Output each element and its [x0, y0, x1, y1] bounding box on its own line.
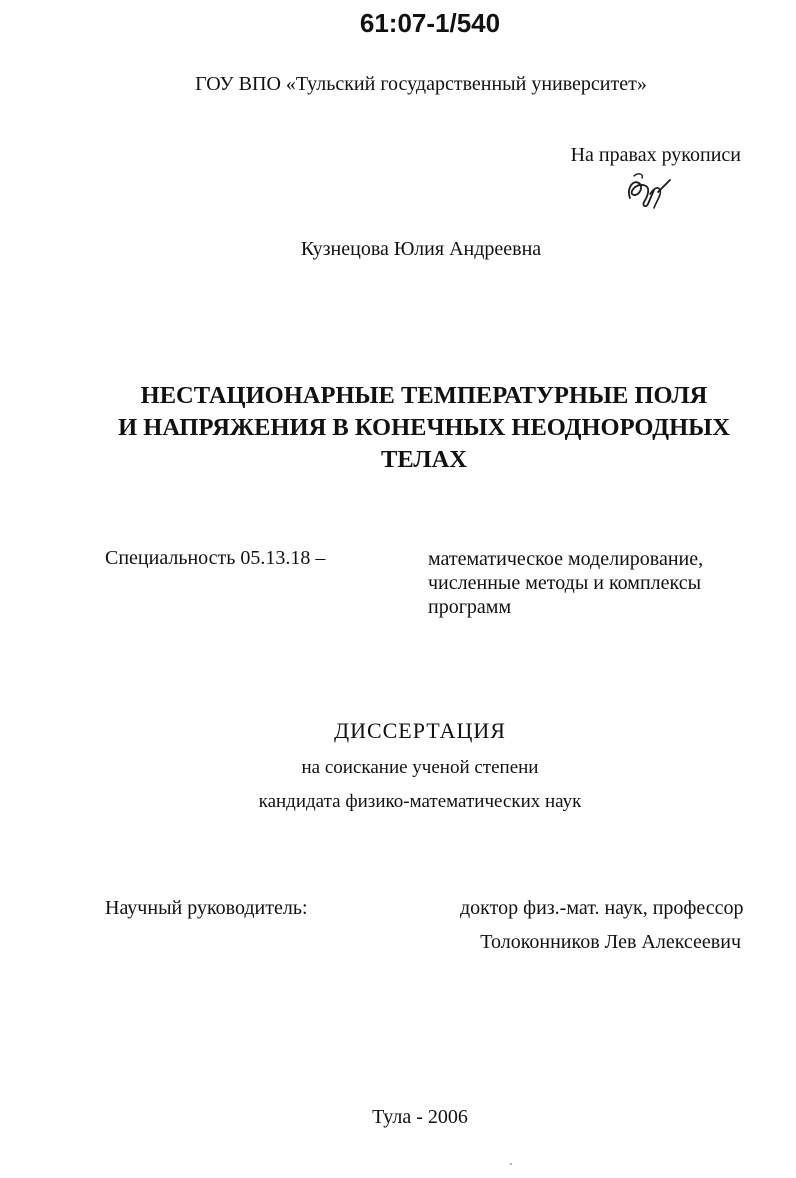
specialty-value-line: численные методы и комплексы	[428, 572, 702, 594]
degree-line-1: на соискание ученой степени	[301, 757, 539, 778]
author-signature	[620, 168, 676, 214]
advisor-label: Научный руководитель:	[105, 897, 308, 919]
title-line: ТЕЛАХ	[380, 446, 467, 473]
organization-name: ГОУ ВПО «Тульский государственный университет»	[195, 73, 647, 95]
advisor-name: Толоконников Лев Алексеевич	[480, 931, 741, 953]
specialty-value-line: математическое моделирование,	[428, 548, 704, 570]
specialty-value	[428, 547, 703, 619]
manuscript-rights-note: На правах рукописи	[570, 144, 741, 166]
author-name: Кузнецова Юлия Андреевна	[300, 238, 542, 260]
document-type: ДИССЕРТАЦИЯ	[334, 718, 506, 743]
title-line: И НАПРЯЖЕНИЯ В КОНЕЧНЫХ НЕОДНОРОДНЫХ	[118, 414, 730, 441]
advisor-title: доктор физ.-мат. наук, профессор	[460, 897, 744, 919]
specialty-value-line: программ	[428, 596, 512, 618]
degree-line-2: кандидата физико-математических наук	[258, 791, 582, 812]
dissertation-title	[0, 380, 796, 476]
scan-speck	[510, 1163, 512, 1165]
catalog-stamp: 61:07-1/540	[359, 8, 501, 38]
specialty-label: Специальность 05.13.18 –	[105, 547, 326, 569]
city-year: Тула - 2006	[372, 1106, 468, 1128]
title-line: НЕСТАЦИОНАРНЫЕ ТЕМПЕРАТУРНЫЕ ПОЛЯ	[140, 382, 708, 409]
